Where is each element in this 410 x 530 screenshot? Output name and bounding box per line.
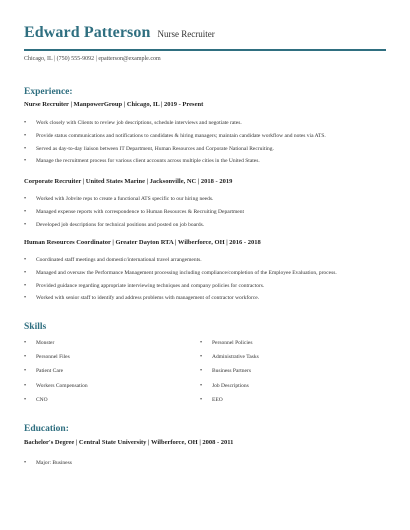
skill-item: • CNO — [24, 396, 88, 410]
job-title: Nurse Recruiter — [157, 29, 215, 39]
skill-item: • Monster — [24, 339, 88, 353]
job-bullets — [24, 195, 244, 233]
experience-heading: Experience: — [24, 87, 73, 97]
skills-list-right — [200, 339, 259, 410]
skills-list-left — [24, 339, 88, 410]
list-item: • Developed job descriptions for technical positions and posted on job boards. — [24, 221, 244, 234]
skill-item: • Personnel Files — [24, 353, 88, 367]
job-bullets — [24, 256, 337, 307]
list-item: • Coordinated staff meetings and domestic/international travel arrangements. — [24, 256, 337, 269]
header-divider — [24, 49, 386, 51]
skill-item: • Administrative Tasks — [200, 353, 259, 367]
education-bullets — [24, 459, 72, 472]
list-item: • Managed and oversaw the Performance Management processing including compliance/completion of the Employee Evaluation, process. — [24, 269, 337, 282]
list-item: • Provide status communications and notifications to candidates & hiring managers; maintain candidate workflow and notes via ATS. — [24, 132, 326, 145]
candidate-name: Edward Patterson — [24, 24, 151, 41]
skill-item: • Workers Compensation — [24, 382, 88, 396]
education-heading: Education: — [24, 424, 69, 434]
skill-item: • EEO — [200, 396, 259, 410]
resume-header — [24, 24, 215, 42]
list-item: • Managed expense reports with correspondence to Human Resources & Recruiting Department — [24, 208, 244, 221]
job-bullets — [24, 119, 326, 170]
list-item: • Manage the recruitment process for various client accounts across multiple cities in the United States. — [24, 157, 326, 170]
skill-item: • Personnel Policies — [200, 339, 259, 353]
job-header: Corporate Recruiter | United States Marine | Jacksonville, NC | 2018 - 2019 — [24, 178, 233, 185]
skill-item: • Patient Care — [24, 367, 88, 381]
job-header: Human Resources Coordinator | Greater Dayton RTA | Wilberforce, OH | 2016 - 2018 — [24, 239, 261, 246]
list-item: • Provided guidance regarding appropriate interviewing techniques and company policies for contractors. — [24, 282, 337, 295]
list-item: • Served as day-to-day liaison between IT Department, Human Resources and Corporate National Recruiting. — [24, 145, 326, 158]
skill-item: • Business Partners — [200, 367, 259, 381]
list-item: • Worked with Jobvite reps to create a functional ATS specific to our hiring needs. — [24, 195, 244, 208]
contact-info: Chicago, IL | (750) 555-9092 | epatterson@example.com — [24, 56, 161, 62]
skills-heading: Skills — [24, 322, 47, 332]
job-header: Nurse Recruiter | ManpowerGroup | Chicago, IL | 2019 - Present — [24, 101, 204, 108]
list-item: • Major: Business — [24, 459, 72, 472]
list-item: • Work closely with Clients to review job descriptions, schedule interviews and negotiate rates. — [24, 119, 326, 132]
list-item: • Worked with senior staff to identify and address problems with management of contractor workforce. — [24, 294, 337, 307]
degree-header: Bachelor's Degree | Central State University | Wilberforce, OH | 2008 - 2011 — [24, 439, 234, 446]
skill-item: • Job Descriptions — [200, 382, 259, 396]
